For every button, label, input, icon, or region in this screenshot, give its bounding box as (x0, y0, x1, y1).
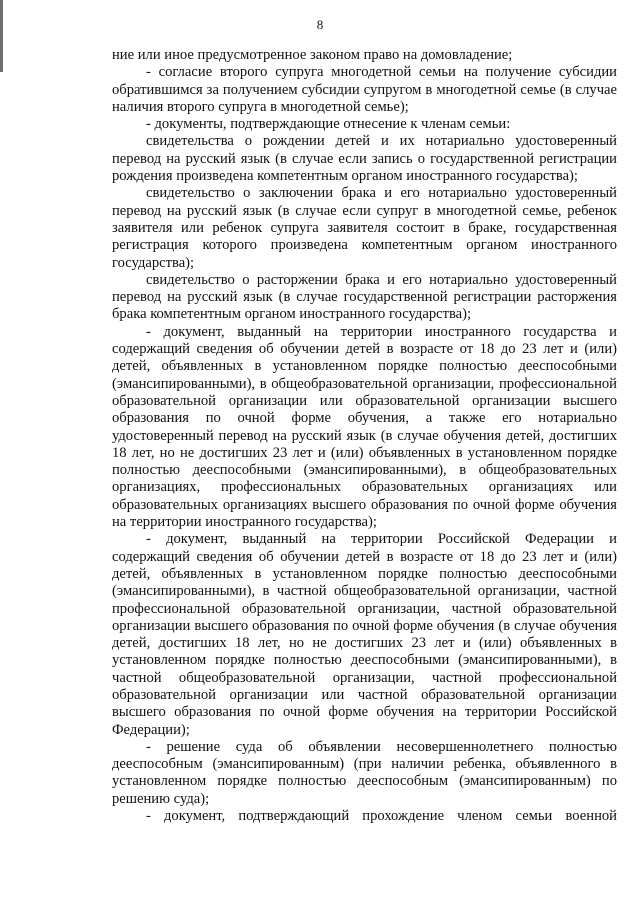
paragraph: ние или иное предусмотренное законом право на домовладение; (112, 47, 513, 63)
paragraph: свидетельство о заключении брака и его нотариально удостоверенный перевод на русский язык (в случае если супруг в многодетной семье, ребенок заявителя или ребенок супруга заявителя состоит в браке, государственная регистрация которого произведена компетентным органом иностранного государства); (112, 185, 617, 271)
paragraph: - документы, подтверждающие отнесение к членам семьи: (146, 116, 511, 133)
paragraph: - согласие второго супруга многодетной семьи на получение субсидии обратившимся за получением субсидии супругом в многодетной семье (в случае наличия второго супруга в многодетной семье); (112, 64, 617, 115)
paragraph: - документ, выданный на территории иностранного государства и содержащий сведения об обучении детей в возрасте от 18 до 23 лет и (или) детей, объявленных в установленном порядке полностью дееспособными (эмансипированными), в общеобразовательной организации, профессиональной образовательной организации или образовательной организации высшего образования по очной форме обучения, а также его нотариально удостоверенный перевод на русский язык (в случае обучения детей, достигших 18 лет, но не достигших 23 лет и (или) объявленных в установленном порядке полностью дееспособными (эмансипированными), в общеобразовательных организациях, профессиональных образовательных организациях или образовательных организациях высшего образования по очной форме обучения на территории иностранного государства); (112, 323, 617, 531)
paragraph: свидетельства о рождении детей и их нотариально удостоверенный перевод на русский язык (в случае если запись о государственной регистрации рождения произведена компетентным органом иностранного государства); (112, 133, 617, 185)
paragraph-continued: - документ, подтверждающий прохождение членом семьи военной (146, 808, 617, 825)
paragraph: - решение суда об объявлении несовершеннолетнего полностью дееспособным (эмансипированным) (при наличии ребенка, объявленного в установленном порядке полностью дееспособным (эмансипированным) по решению суда); (112, 738, 617, 807)
document-body (112, 47, 617, 825)
page-number: 8 (316, 17, 324, 32)
paragraph: - документ, выданный на территории Российской Федерации и содержащий сведения об обучении детей в возрасте от 18 до 23 лет и (или) детей, объявленных в установленном порядке полностью дееспособными (эмансипированными), в частной общеобразовательной организации, частной профессиональной образовательной организации, частной образовательной организации высшего образования по очной форме обучения (в случае обучения детей, достигших 18 лет, но не достигших 23 лет и (или) объявленных в установленном порядке полностью дееспособными (эмансипированными), в частной общеобразовательной организации, частной профессиональной образовательной организации или частной образовательной организации высшего образования по очной форме обучения на территории Российской Федерации); (112, 531, 617, 738)
scan-edge-mark (0, 0, 3, 72)
paragraph: свидетельство о расторжении брака и его нотариально удостоверенный перевод на русский язык (в случае государственной регистрации расторжения брака компетентным органом иностранного государства); (112, 271, 617, 323)
